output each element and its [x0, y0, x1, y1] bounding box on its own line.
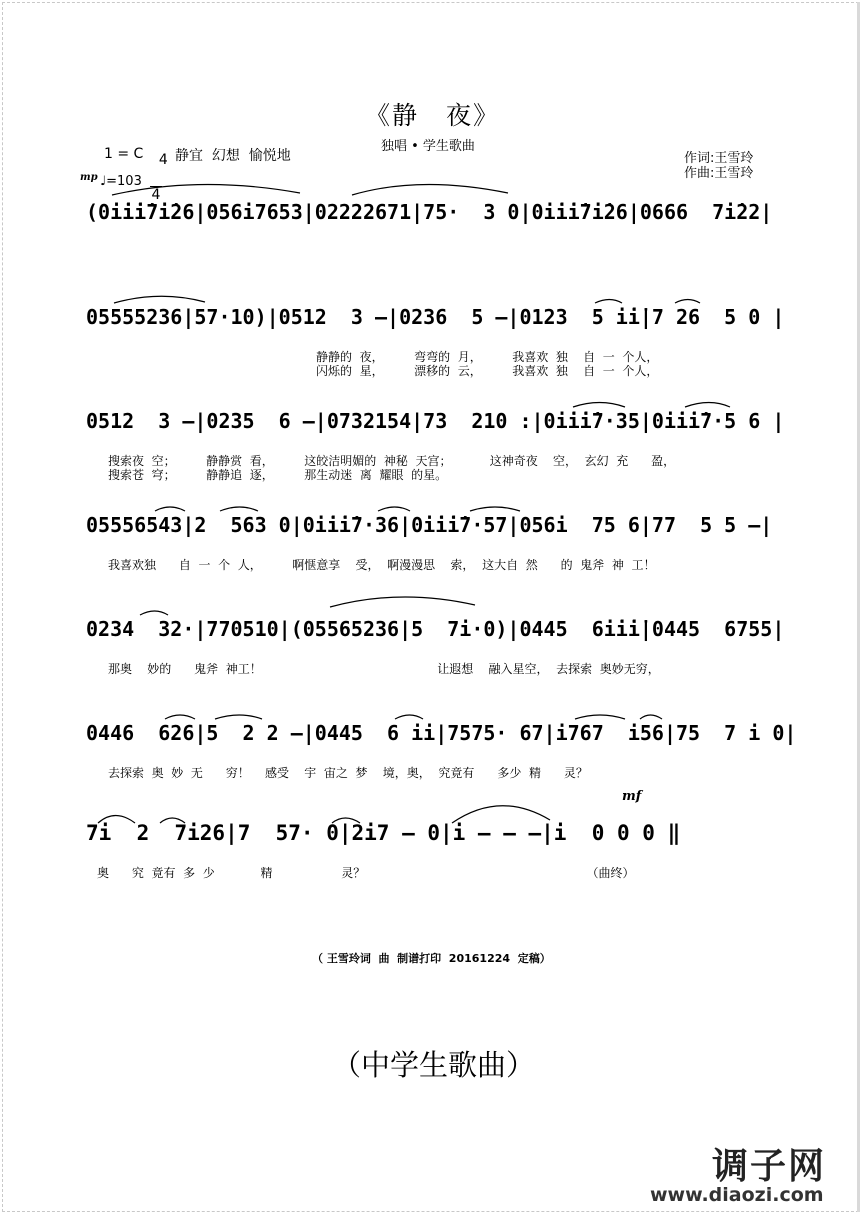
song-category: （中学生歌曲） [332, 1048, 536, 1082]
score-line-5: 0234 32·|770510|(05565236|5 7i·0)|0445 6i̇i̇i̇|0445 6755| [86, 617, 785, 641]
time-signature-bottom: 4 [151, 187, 161, 203]
song-title: 《静 夜》 [365, 101, 501, 130]
tempo-marking: 静宜 幻想 愉悦地 [175, 148, 291, 164]
dynamic-marking: mp [80, 172, 98, 183]
lyrics-line-6: 去探索 奥 妙 无 穷！ 感受 宇 宙之 梦 境，奥， 究竟有 多少 精 灵？ [108, 766, 588, 780]
score-line-1: (0i̇i̇i̇7i̇26|056i7653|02222671|75· 3 0|0i̇i̇i̇7i̇26|0666 7i̇22| [86, 200, 773, 224]
key-signature: 1 = C [104, 146, 144, 162]
score-line-7: 7i 2 7i26|7 57· 0|2i7 – 0|i – – –|i 0 0 0 ‖ [86, 821, 681, 845]
lyrics-line-5: 那奥 妙的 鬼斧 神工！ 让遐想 融入星空， 去探索 奥妙无穷， [108, 662, 660, 676]
watermark-brand: 调子网 [712, 1146, 827, 1187]
lyrics-line-4: 我喜欢独 自 一 个 人， 啊惬意享 受， 啊漫漫思 索， 这大自 然 的 鬼斧 神 工！ [108, 558, 656, 572]
score-line-2: 05555236|57·10)|0512 3 –|0236 5 –|0123 5 i̇i̇|7 26 5 0 | [86, 305, 785, 329]
watermark-url: www.diaozi.com [650, 1184, 824, 1206]
footer-note: （ 王雪玲词 曲 制谱打印 20161224 定稿） [312, 952, 551, 965]
lyrics-line-7: 奥 究 竟有 多 少 精 灵？ （曲终） [97, 866, 635, 880]
lyricist-credit: 作词:王雪玲 [684, 151, 754, 166]
composer-credit: 作曲:王雪玲 [684, 166, 754, 181]
score-line-3: 0512 3 –|0235 6 –|0732154|73 210 :|0i̇i̇i̇7·35|0i̇i̇i̇7·5 6 | [86, 409, 785, 433]
quarter-note-icon: ♩ [100, 174, 107, 189]
lyrics-line-3a: 搜索夜 空； 静静赏 看， 这皎洁明媚的 神秘 天宫； 这神奇夜 空， 玄幻 充 盈， [108, 454, 676, 468]
dynamic-mf: mf [622, 789, 642, 804]
score-line-6: 0446 626|5 2 2 –|0445 6 ii|7575· 67|i767 i56|75 7 i 0| [86, 721, 797, 745]
lyrics-line-3b: 搜索苍 穹； 静静追 逐， 那生动迷 离 耀眼 的星。 [108, 468, 448, 482]
score-line-4: 05556543|2 563 0|0i̇i̇i̇7·36|0i̇i̇i̇7·57|056i 75 6|77 5 5 –| [86, 513, 773, 537]
lyrics-line-2b: 闪烁的 星， 漂移的 云， 我喜欢 独 自 一 个人， [316, 364, 659, 378]
song-subtitle: 独唱 • 学生歌曲 [381, 139, 475, 154]
metronome-value: =103 [106, 174, 142, 189]
time-signature-top: 4 [158, 152, 168, 168]
lyrics-line-2a: 静静的 夜， 弯弯的 月， 我喜欢 独 自 一 个人， [316, 350, 659, 364]
